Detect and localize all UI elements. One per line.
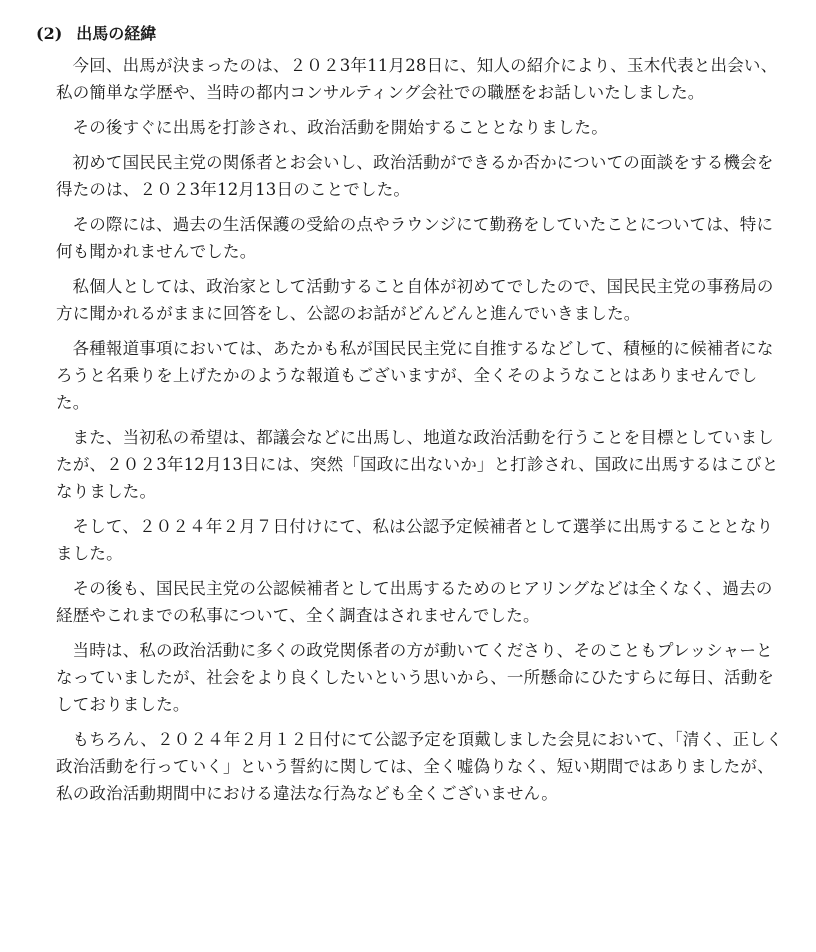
paragraph-5: 私個人としては、政治家として活動すること自体が初めてでしたので、国民民主党の事務局の方に聞かれるがままに回答をし、公認のお話がどんどんと進んでいきました。 bbox=[56, 277, 774, 323]
section-number: (2) bbox=[36, 24, 63, 43]
paragraph-4: その際には、過去の生活保護の受給の点やラウンジにて勤務をしていたことについては、特に何も聞かれませんでした。 bbox=[56, 215, 774, 261]
paragraph-7: また、当初私の希望は、都議会などに出馬し、地道な政治活動を行うことを目標としていましたが、２０２3年12月13日には、突然「国政に出ないか」と打診され、国政に出馬するはこびとなりました。 bbox=[56, 428, 779, 501]
paragraph-11: もちろん、２０２４年２月１２日付にて公認予定を頂戴しました会見において、「清く、正しく政治活動を行っていく」という誓約に関しては、全く嘘偽りなく、短い期間ではありましたが、私の政治活動期間中における違法な行為なども全くございません。 bbox=[56, 730, 783, 803]
section-title: 出馬の経緯 bbox=[76, 24, 157, 43]
section-heading bbox=[36, 22, 786, 46]
paragraph-6: 各種報道事項においては、あたかも私が国民民主党に自推するなどして、積極的に候補者になろうと名乗りを上げたかのような報道もございますが、全くそのようなことはありませんでした。 bbox=[56, 339, 774, 412]
paragraph-2: その後すぐに出馬を打診され、政治活動を開始することとなりました。 bbox=[72, 118, 608, 137]
paragraph-8: そして、２０２４年２月７日付けにて、私は公認予定候補者として選挙に出馬することとなりました。 bbox=[56, 517, 774, 563]
paragraph-1: 今回、出馬が決まったのは、２０２3年11月28日に、知人の紹介により、玉木代表と出会い、私の簡単な学歴や、当時の都内コンサルティング会社での職歴をお話しいたしました。 bbox=[56, 56, 778, 102]
paragraph-3: 初めて国民民主党の関係者とお会いし、政治活動ができるか否かについての面談をする機会を得たのは、２０２3年12月13日のことでした。 bbox=[56, 153, 774, 199]
paragraph-9: その後も、国民民主党の公認候補者として出馬するためのヒアリングなどは全くなく、過去の経歴やこれまでの私事について、全く調査はされませんでした。 bbox=[56, 579, 773, 625]
paragraph-10: 当時は、私の政治活動に多くの政党関係者の方が動いてくださり、そのこともプレッシャーとなっていましたが、社会をより良くしたいという思いから、一所懸命にひたすらに毎日、活動をしておりました。 bbox=[56, 641, 775, 714]
